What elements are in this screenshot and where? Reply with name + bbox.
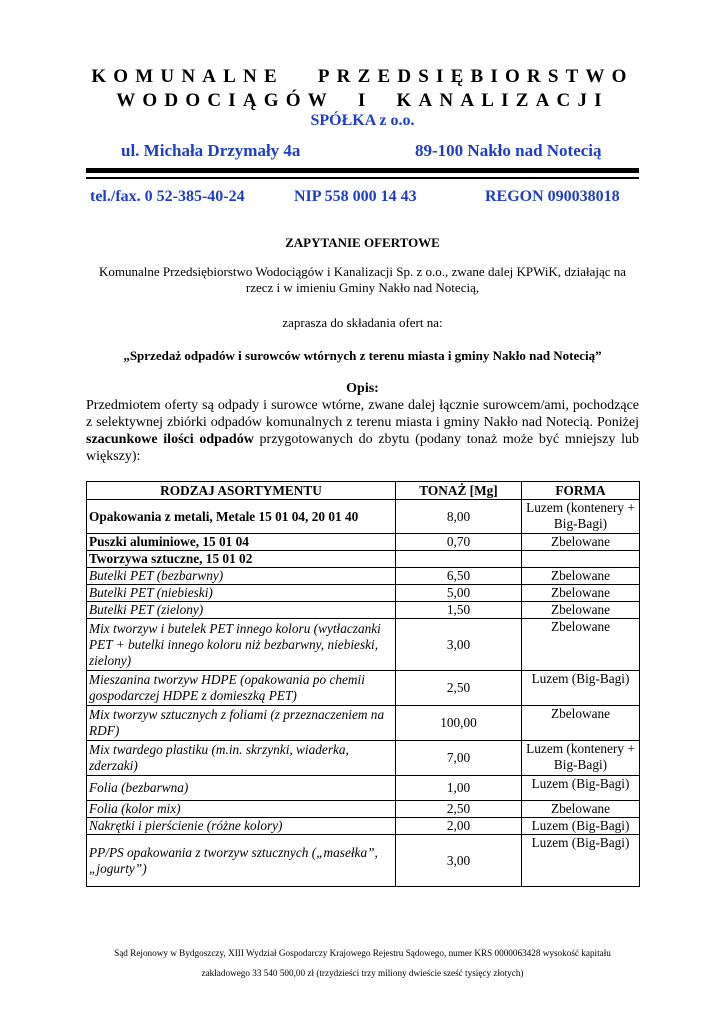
company-name-word: KANALIZACJI — [396, 90, 609, 111]
tonnage-cell: 7,00 — [396, 741, 522, 776]
description-text-emphasis: szacunkowe ilości odpadów — [86, 432, 254, 447]
company-name-word: WODOCIĄGÓW — [116, 90, 334, 111]
asortyment-cell: Butelki PET (niebieski) — [87, 585, 396, 602]
company-name-word: I — [357, 90, 373, 111]
header-rule-thick — [86, 168, 639, 173]
form-cell: Zbelowane — [522, 585, 640, 602]
asortyment-cell: Mix tworzyw i butelek PET innego koloru (wytłaczanki PET + butelki innego koloru niż bezbarwny, niebieski, zielony) — [87, 619, 396, 671]
description-text-part: Przedmiotem oferty są odpady i surowce wtórne, zwane dalej łącznie surowcem/ami, pochodzące z selektywnej zbiórki odpadów komunalnych z terenu miasta i gminy Nakło nad Notecią. Poniżej — [86, 398, 639, 430]
subject-line: „Sprzedaż odpadów i surowców wtórnych z terenu miasta i gminy Nakło nad Notecią” — [123, 348, 602, 363]
company-phone: tel./fax. 0 52-385-40-24 — [90, 188, 245, 205]
tonnage-cell: 1,50 — [396, 602, 522, 619]
tonnage-cell: 2,50 — [396, 671, 522, 706]
table-row — [87, 619, 640, 671]
table-row — [87, 801, 640, 818]
description-section — [86, 380, 639, 465]
form-cell: Luzem (kontenery + Big-Bagi) — [522, 500, 640, 534]
asortyment-cell: Mieszanina tworzyw HDPE (opakowania po chemii gospodarczej HDPE z domieszką PET) — [87, 671, 396, 706]
document-title: ZAPYTANIE OFERTOWE — [285, 235, 440, 250]
form-cell: Luzem (Big-Bagi) — [522, 835, 640, 887]
company-city: 89-100 Nakło nad Notecią — [415, 141, 602, 160]
asortyment-cell: Butelki PET (bezbarwny) — [87, 568, 396, 585]
form-cell: Zbelowane — [522, 534, 640, 551]
asortyment-cell: Mix twardego plastiku (m.in. skrzynki, wiaderka, zderzaki) — [87, 741, 396, 776]
asortyment-cell: Nakrętki i pierścienie (różne kolory) — [87, 818, 396, 835]
form-cell: Luzem (Big-Bagi) — [522, 671, 640, 706]
company-regon: REGON 090038018 — [485, 188, 620, 205]
company-form: SPÓŁKA z o.o. — [310, 112, 415, 129]
asortyment-cell: Tworzywa sztuczne, 15 01 02 — [87, 551, 396, 568]
tonnage-cell: 3,00 — [396, 619, 522, 671]
asortyment-cell: PP/PS opakowania z tworzyw sztucznych („masełka”, „jogurty”) — [87, 835, 396, 887]
form-cell: Zbelowane — [522, 801, 640, 818]
table-row — [87, 741, 640, 776]
form-cell: Zbelowane — [522, 706, 640, 741]
table-row — [87, 671, 640, 706]
tonnage-cell: 0,70 — [396, 534, 522, 551]
table-row — [87, 500, 640, 534]
form-cell: Zbelowane — [522, 602, 640, 619]
asortyment-cell: Folia (kolor mix) — [87, 801, 396, 818]
table-row — [87, 568, 640, 585]
asortyment-cell: Puszki aluminiowe, 15 01 04 — [87, 534, 396, 551]
company-name-line1 — [0, 66, 725, 88]
form-cell: Luzem (Big-Bagi) — [522, 776, 640, 801]
company-name-line2 — [0, 90, 725, 112]
table-row — [87, 534, 640, 551]
column-header: TONAŻ [Mg] — [396, 482, 522, 500]
table-row — [87, 818, 640, 835]
intro-paragraph: Komunalne Przedsiębiorstwo Wodociągów i Kanalizacji Sp. z o.o., zwane dalej KPWiK, działając na rzecz i w imieniu Gminy Nakło nad Notecią, — [98, 264, 627, 295]
table-row — [87, 706, 640, 741]
table-row — [87, 602, 640, 619]
footer-registry: Sąd Rejonowy w Bydgoszczy, XIII Wydział Gospodarczy Krajowego Rejestru Sądowego, numer KRS 0000063428 wysokość kapitału — [114, 948, 611, 958]
invite-line: zaprasza do składania ofert na: — [282, 315, 443, 330]
header-rule-thin — [86, 177, 639, 179]
tonnage-cell: 5,00 — [396, 585, 522, 602]
tonnage-cell: 6,50 — [396, 568, 522, 585]
table-row — [87, 551, 640, 568]
tonnage-cell: 8,00 — [396, 500, 522, 534]
asortyment-cell: Opakowania z metali, Metale 15 01 04, 20 01 40 — [87, 500, 396, 534]
company-nip: NIP 558 000 14 43 — [294, 188, 417, 205]
tonnage-cell: 2,50 — [396, 801, 522, 818]
description-text — [86, 397, 639, 465]
asortyment-cell: Mix tworzyw sztucznych z foliami (z przeznaczeniem na RDF) — [87, 706, 396, 741]
tonnage-cell: 3,00 — [396, 835, 522, 887]
form-cell: Luzem (Big-Bagi) — [522, 818, 640, 835]
tonnage-cell: 1,00 — [396, 776, 522, 801]
description-text-part: przygotowanych do zbytu (podany tonaż może być mniejszy lub większy): — [86, 432, 639, 464]
column-header: FORMA — [522, 482, 640, 500]
company-name-word: PRZEDSIĘBIORSTWO — [317, 66, 634, 87]
description-heading: Opis: — [346, 381, 379, 396]
asortyment-cell: Butelki PET (zielony) — [87, 602, 396, 619]
table-row — [87, 585, 640, 602]
asortyment-cell: Folia (bezbarwna) — [87, 776, 396, 801]
table-row — [87, 776, 640, 801]
form-cell: Luzem (kontenery + Big-Bagi) — [522, 741, 640, 776]
form-cell: Zbelowane — [522, 568, 640, 585]
company-street: ul. Michała Drzymały 4a — [121, 141, 301, 160]
tonnage-cell: 2,00 — [396, 818, 522, 835]
company-name-word: KOMUNALNE — [91, 66, 284, 87]
footer-capital: zakładowego 33 540 500,00 zł (trzydzieści trzy miliony dwieście sześć tysięcy złotych) — [201, 968, 524, 978]
form-cell — [522, 551, 640, 568]
form-cell: Zbelowane — [522, 619, 640, 671]
tonnage-cell: 100,00 — [396, 706, 522, 741]
column-header: RODZAJ ASORTYMENTU — [87, 482, 396, 500]
goods-table — [86, 481, 640, 887]
table-row — [87, 835, 640, 887]
tonnage-cell — [396, 551, 522, 568]
table-header-row — [87, 482, 640, 500]
